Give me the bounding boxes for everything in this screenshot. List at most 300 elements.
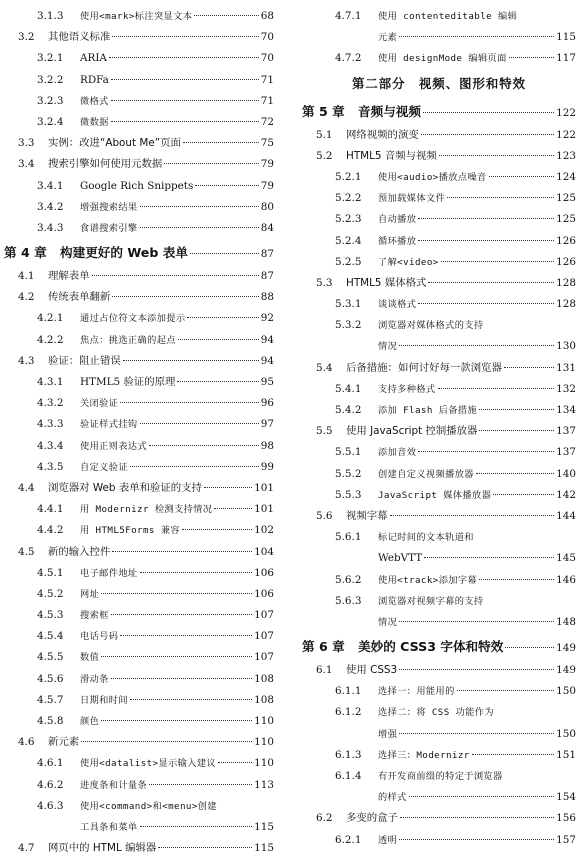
- toc-entry-number: 4.7.1: [335, 10, 362, 22]
- toc-subsection-entry[interactable]: [302, 336, 576, 357]
- toc-section-entry[interactable]: [302, 358, 576, 379]
- toc-entry-title: 构建更好的 Web 表单: [60, 245, 188, 261]
- toc-entry-number: 3.2.3: [37, 94, 64, 107]
- toc-entry-title: 添加音效: [378, 447, 417, 459]
- toc-entry-number: 5.2.3: [335, 213, 362, 226]
- dot-leader: [439, 155, 554, 156]
- toc-entry-number: 4.2.2: [37, 333, 64, 346]
- toc-entry-number: 3.4.1: [37, 179, 64, 192]
- dot-leader: [509, 57, 554, 58]
- dot-leader: [182, 529, 252, 530]
- toc-entry-number: 4.4.2: [37, 524, 64, 537]
- dot-leader: [112, 551, 252, 552]
- toc-entry-title: JavaScript 媒体播放器: [378, 489, 492, 501]
- dot-leader: [130, 466, 259, 467]
- toc-entry-number: 5.3: [316, 276, 333, 289]
- toc-subsection-entry[interactable]: [302, 252, 576, 273]
- toc-section-entry[interactable]: [4, 732, 274, 753]
- toc-entry-number: 4.7.2: [335, 52, 362, 65]
- toc-page-number: 101: [254, 503, 274, 516]
- dot-leader: [418, 218, 554, 219]
- toc-entry-number: 4.5.4: [37, 630, 64, 643]
- toc-page-number: 134: [556, 404, 576, 416]
- toc-entry-title: 使用<datalist>显示输入建议: [80, 758, 217, 770]
- dot-leader: [120, 635, 252, 636]
- toc-entry-title: 日期和时间: [80, 694, 128, 706]
- toc-page-number: 107: [254, 630, 274, 643]
- toc-entry-title: 的样式: [378, 792, 407, 804]
- toc-page-number: 79: [260, 179, 274, 192]
- toc-page-number: 132: [556, 382, 576, 395]
- toc-subsection-entry[interactable]: [302, 464, 576, 485]
- toc-entry-title: Google Rich Snippets: [80, 179, 194, 192]
- toc-section-entry[interactable]: [302, 660, 576, 681]
- toc-entry-title: 情况: [378, 616, 398, 628]
- toc-page-number: 131: [556, 361, 576, 374]
- toc-section-entry[interactable]: [302, 125, 576, 146]
- toc-subsection-entry[interactable]: [302, 6, 576, 27]
- toc-entry-title: 进度条和计量条: [80, 779, 148, 791]
- dot-leader: [418, 240, 554, 241]
- toc-entry-number: 3.2: [18, 31, 35, 44]
- dot-leader: [195, 185, 258, 186]
- toc-entry-number: 3.3: [18, 137, 35, 150]
- toc-subsection-entry[interactable]: [302, 830, 576, 851]
- toc-subsection-entry[interactable]: [4, 711, 274, 732]
- toc-subsection-entry[interactable]: [4, 647, 274, 668]
- dot-leader: [112, 296, 258, 297]
- toc-page-number: 80: [260, 200, 274, 213]
- dot-leader: [164, 163, 258, 164]
- dot-leader: [479, 579, 554, 580]
- toc-section-entry[interactable]: [4, 351, 274, 372]
- toc-page-number: 151: [556, 748, 576, 761]
- toc-left-column: [4, 6, 274, 859]
- toc-subsection-entry[interactable]: [4, 563, 274, 584]
- dot-leader: [390, 515, 555, 516]
- toc-section-entry[interactable]: [4, 27, 274, 48]
- toc-entry-number: 5.5.3: [335, 488, 362, 501]
- toc-subsection-entry[interactable]: [302, 612, 576, 633]
- toc-entry-number: 4.2: [18, 291, 35, 304]
- toc-entry-title: 了解<video>: [378, 256, 439, 268]
- toc-page-number: 130: [556, 340, 576, 353]
- toc-page-number: 108: [254, 693, 274, 706]
- toc-subsection-entry[interactable]: [302, 167, 576, 188]
- toc-subsection-entry[interactable]: [302, 745, 576, 766]
- toc-subsection-entry[interactable]: [4, 176, 274, 197]
- dot-leader: [190, 253, 259, 254]
- toc-subsection-entry[interactable]: [302, 400, 576, 421]
- dot-leader: [158, 847, 252, 848]
- toc-page-number: 108: [254, 672, 274, 685]
- toc-entry-number: 6.2.1: [335, 833, 362, 846]
- dot-leader: [472, 754, 554, 755]
- toc-entry-title: 颜色: [80, 716, 100, 727]
- toc-entry-title: 使用<mark>标注突显文本: [80, 11, 193, 22]
- toc-subsection-entry[interactable]: [4, 48, 274, 69]
- toc-entry-number: 6.1.4: [335, 770, 362, 782]
- dot-leader: [441, 261, 554, 262]
- toc-entry-title: 网页中的 HTML 编辑器: [48, 842, 157, 855]
- dot-leader: [218, 762, 252, 763]
- toc-subsection-entry[interactable]: [302, 591, 576, 612]
- toc-subsection-entry[interactable]: [302, 231, 576, 252]
- toc-entry-title: 支持多种格式: [378, 383, 436, 395]
- toc-entry-title: 选择二：将 CSS 功能作为: [378, 707, 494, 719]
- toc-page-number: 149: [556, 664, 576, 677]
- toc-chapter-entry[interactable]: [302, 633, 576, 660]
- toc-entry-title: ARIA: [80, 52, 107, 65]
- toc-page-number: 95: [260, 376, 274, 388]
- toc-entry-number: 5.2.5: [335, 255, 362, 268]
- toc-page-number: 150: [556, 685, 576, 698]
- toc-entry-title: 选择一：用能用的: [378, 686, 455, 698]
- toc-page-number: 137: [556, 425, 576, 438]
- toc-entry-number: 第 6 章: [302, 639, 345, 655]
- dot-leader: [187, 317, 258, 318]
- toc-page-number: 72: [260, 115, 274, 128]
- toc-entry-number: 5.5.1: [335, 446, 362, 459]
- toc-entry-title: 用 HTML5Forms 兼容: [80, 525, 180, 537]
- toc-entry-number: 6.2: [316, 812, 333, 825]
- toc-entry-title: 创建自定义视频播放器: [378, 468, 474, 480]
- toc-entry-number: 4.5.1: [37, 566, 64, 579]
- toc-page-number: 88: [260, 291, 274, 304]
- toc-entry-title: 搜索引擎如何使用元数据: [48, 158, 163, 171]
- dot-leader: [493, 494, 554, 495]
- toc-entry-number: 4.5.5: [37, 651, 64, 664]
- toc-entry-title: 用 Modernizr 检测支持情况: [80, 504, 213, 516]
- toc-page-number: 110: [254, 715, 274, 727]
- toc-subsection-entry[interactable]: [302, 485, 576, 506]
- toc-entry-title: 食谱搜索引擎: [80, 222, 138, 234]
- toc-subsection-entry[interactable]: [4, 753, 274, 774]
- dot-leader: [140, 572, 253, 573]
- toc-section-entry[interactable]: [302, 808, 576, 829]
- toc-entry-title: 元素: [378, 32, 398, 44]
- dot-leader: [130, 699, 252, 700]
- toc-subsection-entry[interactable]: [302, 702, 576, 723]
- dot-leader: [111, 100, 259, 101]
- toc-subsection-entry[interactable]: [302, 27, 576, 48]
- dot-leader: [214, 508, 252, 509]
- toc-subsection-entry[interactable]: [4, 584, 274, 605]
- toc-page-number: 150: [556, 727, 576, 740]
- toc-subsection-entry[interactable]: [302, 766, 576, 787]
- dot-leader: [204, 487, 252, 488]
- toc-entry-title: 增强搜索结果: [80, 201, 138, 213]
- toc-entry-title: 预加载媒体文件: [378, 193, 446, 205]
- toc-page-number: 106: [254, 587, 274, 600]
- toc-subsection-entry[interactable]: [4, 330, 274, 351]
- toc-subsection-entry[interactable]: [4, 775, 274, 796]
- toc-subsection-entry[interactable]: [4, 218, 274, 239]
- toc-entry-title: 美妙的 CSS3 字体和特效: [358, 639, 504, 655]
- toc-entry-title: 循环播放: [378, 235, 417, 247]
- toc-entry-number: 5.4.2: [335, 404, 362, 416]
- toc-entry-title: 电话号码: [80, 631, 119, 643]
- toc-entry-title: 浏览器对 Web 表单和验证的支持: [48, 481, 202, 494]
- toc-subsection-entry[interactable]: [4, 308, 274, 329]
- toc-page-number: 156: [556, 812, 576, 825]
- toc-entry-number: 5.2.4: [335, 234, 362, 247]
- toc-entry-number: 5.5: [316, 425, 333, 438]
- toc-page-number: 126: [556, 234, 576, 247]
- dot-leader: [489, 176, 555, 177]
- toc-entry-title: 情况: [378, 341, 398, 353]
- toc-entry-number: 4.3.3: [37, 418, 64, 431]
- toc-entry-title: 使用正则表达式: [80, 440, 148, 452]
- toc-subsection-entry[interactable]: [302, 570, 576, 591]
- toc-entry-title: 使用 JavaScript 控制播放器: [346, 425, 478, 438]
- toc-entry-title: 使用 designMode 编辑页面: [378, 53, 507, 65]
- toc-page-number: 68: [260, 10, 274, 22]
- toc-entry-number: 4.3.4: [37, 439, 64, 452]
- toc-entry-number: 5.1: [316, 128, 333, 141]
- toc-entry-title: 浏览器对视频字幕的支持: [378, 595, 484, 607]
- toc-entry-number: 3.1.3: [37, 10, 64, 22]
- toc-entry-title: 网址: [80, 588, 100, 600]
- dot-leader: [109, 57, 259, 58]
- toc-subsection-entry[interactable]: [4, 393, 274, 414]
- toc-entry-title: 数值: [80, 652, 100, 664]
- toc-page-number: 122: [556, 128, 576, 141]
- toc-entry-number: 5.6.1: [335, 531, 362, 544]
- toc-page-number: 149: [556, 642, 576, 655]
- dot-leader: [123, 360, 259, 361]
- toc-chapter-entry[interactable]: [4, 239, 274, 266]
- dot-leader: [112, 36, 258, 37]
- toc-entry-number: 3.4.2: [37, 200, 64, 213]
- dot-leader: [194, 15, 258, 16]
- toc-entry-number: 4.6.3: [37, 799, 64, 812]
- toc-subsection-entry[interactable]: [302, 527, 576, 548]
- toc-right-column: [302, 6, 576, 851]
- toc-page-number: 99: [260, 460, 274, 473]
- toc-entry-title: 浏览器对媒体格式的支持: [378, 320, 484, 332]
- toc-subsection-entry[interactable]: [4, 112, 274, 133]
- toc-subsection-entry[interactable]: [4, 690, 274, 711]
- toc-section-entry[interactable]: [302, 421, 576, 442]
- toc-entry-number: 4.5.8: [37, 715, 64, 727]
- toc-section-entry[interactable]: [4, 478, 274, 499]
- toc-entry-title: 工具条和菜单: [80, 821, 138, 833]
- toc-subsection-entry[interactable]: [302, 188, 576, 209]
- dot-leader: [418, 303, 554, 304]
- toc-subsection-entry[interactable]: [4, 499, 274, 520]
- toc-entry-number: 4.3: [18, 354, 35, 367]
- toc-page-number: 142: [556, 488, 576, 501]
- toc-entry-title: 使用 contenteditable 编辑: [378, 11, 518, 22]
- toc-page-number: 117: [556, 52, 576, 65]
- toc-page-number: 146: [556, 573, 576, 586]
- toc-entry-number: 5.2.2: [335, 192, 362, 205]
- toc-entry-title: RDFa: [80, 73, 109, 86]
- toc-entry-number: 5.6: [316, 509, 333, 522]
- toc-subsection-entry[interactable]: [4, 91, 274, 112]
- toc-subsection-entry[interactable]: [302, 724, 576, 745]
- toc-page-number: 140: [556, 467, 576, 480]
- toc-subsection-entry[interactable]: [4, 457, 274, 478]
- toc-chapter-entry[interactable]: [302, 98, 576, 125]
- toc-subsection-entry[interactable]: [4, 796, 274, 817]
- toc-subsection-entry[interactable]: [4, 414, 274, 435]
- toc-subsection-entry[interactable]: [302, 315, 576, 336]
- toc-page-number: 84: [260, 221, 274, 234]
- dot-leader: [400, 817, 554, 818]
- toc-entry-number: 6.1.3: [335, 748, 362, 761]
- dot-leader: [399, 345, 554, 346]
- toc-entry-number: 4.5: [18, 545, 35, 558]
- toc-entry-number: 5.6.2: [335, 573, 362, 586]
- dot-leader: [428, 282, 554, 283]
- toc-entry-title: 有开发商前缀的特定于浏览器: [378, 771, 503, 782]
- toc-subsection-entry[interactable]: [302, 787, 576, 808]
- toc-subsection-entry[interactable]: [4, 626, 274, 647]
- toc-section-entry[interactable]: [302, 146, 576, 167]
- toc-subsection-entry[interactable]: [302, 48, 576, 69]
- toc-page-number: 115: [556, 31, 576, 44]
- toc-entry-title: 新元素: [48, 736, 80, 749]
- toc-page-number: 157: [556, 833, 576, 846]
- toc-entry-title: 使用<audio>播放点噪音: [378, 171, 487, 183]
- toc-page-number: 107: [254, 609, 274, 622]
- toc-entry-title: HTML5 音频与视频: [346, 149, 437, 162]
- toc-entry-title: 新的输入控件: [48, 545, 111, 558]
- toc-page-number: 148: [556, 615, 576, 628]
- dot-leader: [81, 741, 252, 742]
- toc-page-number: 115: [254, 820, 274, 833]
- toc-subsection-entry[interactable]: [4, 669, 274, 690]
- toc-entry-number: 4.5.2: [37, 587, 64, 600]
- dot-leader: [149, 445, 259, 446]
- dot-leader: [92, 275, 259, 276]
- toc-subsection-entry[interactable]: [4, 436, 274, 457]
- toc-entry-title: 微数据: [80, 116, 109, 128]
- toc-page-number: 79: [260, 158, 274, 171]
- toc-page-number: 87: [260, 270, 274, 283]
- toc-entry-number: 5.5.2: [335, 467, 362, 480]
- toc-entry-title: HTML5 验证的原理: [80, 376, 176, 388]
- toc-entry-title: 音频与视频: [358, 103, 421, 119]
- toc-entry-number: 5.4.1: [335, 382, 362, 395]
- toc-entry-title: WebVTT: [378, 552, 423, 565]
- toc-subsection-entry[interactable]: [4, 6, 274, 27]
- dot-leader: [457, 690, 554, 691]
- toc-subsection-entry[interactable]: [302, 294, 576, 315]
- toc-subsection-entry[interactable]: [4, 197, 274, 218]
- toc-entry-title: 多变的盒子: [346, 812, 398, 825]
- dot-leader: [120, 402, 258, 403]
- toc-entry-number: 6.1.2: [335, 706, 362, 719]
- toc-page-number: 125: [556, 213, 576, 226]
- toc-entry-number: 第 4 章: [4, 245, 47, 261]
- dot-leader: [476, 473, 554, 474]
- toc-subsection-entry[interactable]: [4, 70, 274, 91]
- dot-leader: [111, 121, 259, 122]
- dot-leader: [140, 423, 259, 424]
- dot-leader: [399, 669, 554, 670]
- toc-entry-title: 电子邮件地址: [80, 567, 138, 579]
- toc-entry-number: 4.6: [18, 736, 35, 749]
- toc-subsection-entry[interactable]: [302, 209, 576, 230]
- dot-leader: [111, 678, 252, 679]
- toc-section-entry[interactable]: [302, 506, 576, 527]
- toc-entry-title: 使用<track>添加字幕: [378, 574, 478, 586]
- toc-section-entry[interactable]: [4, 838, 274, 859]
- toc-page-number: 123: [556, 149, 576, 162]
- toc-subsection-entry[interactable]: [4, 605, 274, 626]
- toc-subsection-entry[interactable]: [302, 379, 576, 400]
- toc-entry-title: 滑动条: [80, 673, 109, 685]
- toc-entry-number: 4.6.2: [37, 778, 64, 791]
- toc-entry-number: 3.2.2: [37, 73, 64, 86]
- toc-entry-number: 4.5.3: [37, 609, 64, 622]
- toc-page-number: 97: [260, 418, 274, 431]
- toc-section-entry[interactable]: [4, 542, 274, 563]
- toc-page-number: 94: [260, 333, 274, 346]
- toc-subsection-entry[interactable]: [302, 442, 576, 463]
- toc-entry-title: 验证：阻止错误: [48, 354, 121, 367]
- dot-leader: [177, 381, 258, 382]
- dot-leader: [101, 656, 252, 657]
- toc-section-entry[interactable]: [302, 273, 576, 294]
- toc-entry-number: 6.1.1: [335, 685, 362, 698]
- toc-page-number: 101: [254, 481, 274, 494]
- toc-entry-number: 5.3.1: [335, 298, 362, 311]
- toc-page-number: 126: [556, 255, 576, 268]
- toc-entry-title: 理解表单: [48, 270, 90, 283]
- toc-page-number: 96: [260, 397, 274, 410]
- toc-entry-title: 透明: [378, 834, 398, 846]
- toc-page-number: 98: [260, 439, 274, 452]
- dot-leader: [399, 36, 554, 37]
- toc-subsection-entry[interactable]: [302, 681, 576, 702]
- toc-subsection-entry[interactable]: [4, 372, 274, 393]
- dot-leader: [447, 197, 554, 198]
- toc-entry-number: 4.5.6: [37, 672, 64, 685]
- toc-entry-title: 实例：改进“About Me”页面: [48, 137, 181, 150]
- toc-page-number: 128: [556, 298, 576, 311]
- toc-entry-title: 增强: [378, 728, 398, 740]
- toc-page-number: 87: [260, 248, 274, 261]
- toc-section-entry[interactable]: [4, 266, 274, 287]
- dot-leader: [479, 430, 554, 431]
- toc-entry-title: 自动播放: [378, 214, 417, 226]
- toc-entry-title: 标记时间的文本轨道和: [378, 532, 474, 544]
- toc-subsection-entry[interactable]: [4, 817, 274, 838]
- toc-page-number: 92: [260, 312, 274, 325]
- toc-section-entry[interactable]: [4, 287, 274, 308]
- toc-page-number: 70: [260, 31, 274, 44]
- toc-subsection-entry[interactable]: [302, 548, 576, 569]
- dot-leader: [111, 79, 259, 80]
- toc-entry-title: 传统表单翻新: [48, 291, 111, 304]
- toc-entry-title: 后备措施：如何讨好每一款浏览器: [346, 361, 502, 374]
- toc-section-entry[interactable]: [4, 133, 274, 154]
- toc-entry-number: 4.7: [18, 842, 35, 855]
- dot-leader: [399, 733, 554, 734]
- toc-section-entry[interactable]: [4, 154, 274, 175]
- toc-subsection-entry[interactable]: [4, 520, 274, 541]
- toc-page-number: 110: [254, 736, 274, 749]
- dot-leader: [479, 409, 554, 410]
- dot-leader: [101, 720, 252, 721]
- toc-page-number: 125: [556, 192, 576, 205]
- toc-entry-title: 搜索框: [80, 610, 109, 622]
- dot-leader: [399, 839, 554, 840]
